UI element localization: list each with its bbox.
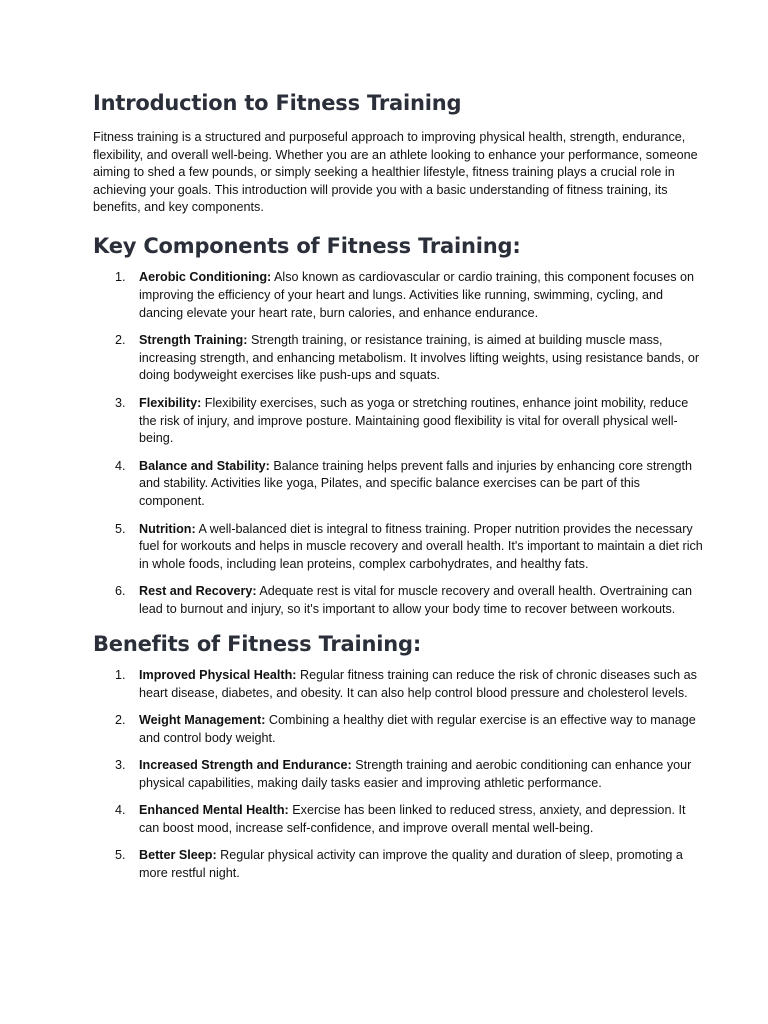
list-item-term: Increased Strength and Endurance: [139,758,352,773]
list-item-text: Balance training helps prevent falls and injuries by enhancing core strength and stability. Activities like yoga, Pilates, and specific balance exercises can be part of this component. [139,458,693,509]
list-item-term: Improved Physical Health: [139,668,297,683]
list-item-number: 3. [115,758,126,773]
list-item-number: 2. [115,713,126,728]
list-item-number: 3. [115,395,126,410]
list-item [93,332,708,385]
list-item-text: Exercise has been linked to reduced stress, anxiety, and depression. It can boost mood, increase self-confidence, and improve overall mental well-being. [139,803,686,836]
list-item-text: Also known as cardiovascular or cardio training, this component focuses on improving the efficiency of your heart and lungs. Activities like running, swimming, cycling, and dancing elevate your heart rate, burn calories, and enhance endurance. [139,269,695,320]
list-item-term: Weight Management: [139,713,266,728]
benefits-heading: Benefits of Fitness Training: [93,632,422,657]
list-item-number: 4. [115,803,126,818]
list-item-term: Nutrition: [139,521,196,536]
intro-paragraph: Fitness training is a structured and purposeful approach to improving physical health, strength, endurance, flexibility, and overall well-being. Whether you are an athlete looking to enhance your performance, someone aiming to shed a few pounds, or simply seeking a healthier lifestyle, fitness training plays a crucial role in achieving your goals. This introduction will provide you with a basic understanding of fitness training, its benefits, and key components. [93,130,698,215]
list-item-number: 6. [115,584,126,599]
list-item-text: A well-balanced diet is integral to fitness training. Proper nutrition provides the necessary fuel for workouts and helps in muscle recovery and overall health. It's important to maintain a diet rich in whole foods, including lean proteins, complex carbohydrates, and healthy fats. [139,521,703,572]
list-item-text: Combining a healthy diet with regular exercise is an effective way to manage and control body weight. [139,713,696,745]
list-item [93,667,708,703]
list-item [93,458,708,511]
list-item-term: Better Sleep: [139,848,217,863]
list-item-term: Rest and Recovery: [139,584,257,599]
list-item [93,521,708,574]
list-item [93,847,708,883]
page-title: Introduction to Fitness Training [93,91,462,115]
list-item-number: 1. [115,269,126,284]
list-item-text: Regular physical activity can improve the quality and duration of sleep, promoting a more restful night. [139,848,683,881]
list-item [93,802,708,838]
list-item-text: Regular fitness training can reduce the risk of chronic diseases such as heart disease, diabetes, and obesity. It can also help control blood pressure and cholesterol levels. [139,668,697,700]
list-item [93,712,708,748]
list-item-number: 4. [115,458,126,473]
list-item-text: Flexibility exercises, such as yoga or stretching routines, enhance joint mobility, reduce the risk of injury, and improve posture. Maintaining good flexibility is vital for overall physical well-being. [139,395,689,446]
list-item-number: 2. [115,332,126,347]
components-list [93,269,708,619]
list-item-number: 5. [115,848,126,863]
list-item-term: Enhanced Mental Health: [139,803,289,818]
list-item-term: Balance and Stability: [139,458,270,473]
list-item-term: Flexibility: [139,395,202,410]
list-item-text: Strength training, or resistance training, is aimed at building muscle mass, increasing strength, and enhancing metabolism. It involves lifting weights, using resistance bands, or doing bodyweight exercises like push-ups and squats. [139,332,700,383]
list-item-term: Aerobic Conditioning: [139,269,272,284]
list-item-text: Adequate rest is vital for muscle recovery and overall health. Overtraining can lead to burnout and injury, so it's important to allow your body time to recover between workouts. [139,584,692,617]
list-item [93,757,708,793]
components-heading: Key Components of Fitness Training: [93,233,521,258]
list-item [93,269,708,322]
list-item-number: 5. [115,521,126,536]
list-item-number: 1. [115,668,126,683]
list-item-term: Strength Training: [139,332,248,347]
benefits-list [93,667,708,883]
list-item-text: Strength training and aerobic conditioning can enhance your physical capabilities, making daily tasks easier and improving athletic performance. [139,758,692,790]
list-item [93,395,708,448]
list-item [93,583,708,619]
